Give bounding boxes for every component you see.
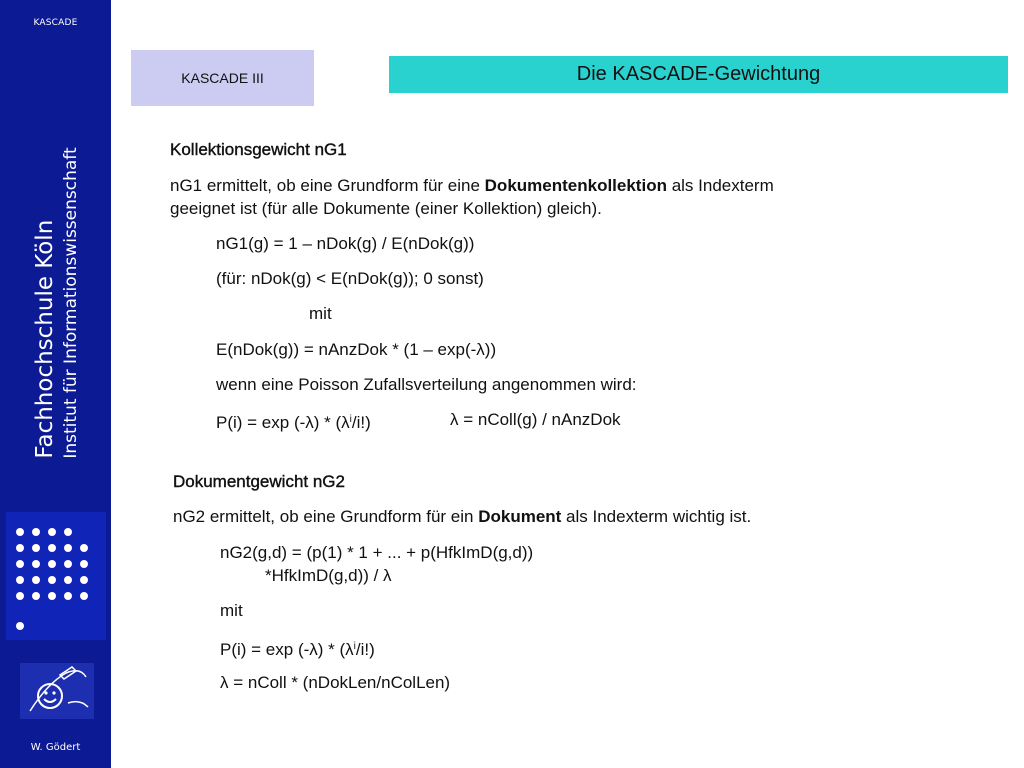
formula-ng2-line2: *HfkImD(g,d)) / λ xyxy=(265,566,392,585)
dot-pattern xyxy=(6,512,106,640)
dot xyxy=(80,560,88,568)
text-span: als Indexterm wichtig ist. xyxy=(561,507,752,526)
dot xyxy=(48,544,56,552)
slide-title: Die KASCADE-Gewichtung xyxy=(389,56,1008,93)
dot xyxy=(64,576,72,584)
dot xyxy=(16,592,24,600)
dot xyxy=(16,622,24,630)
dot xyxy=(32,576,40,584)
dot xyxy=(80,544,88,552)
dot xyxy=(64,592,72,600)
text-span: P(i) = exp (-λ) * (λ xyxy=(216,413,350,432)
text-span: nG1 ermittelt, ob eine Grundform für eine xyxy=(170,176,485,195)
emphasis-text: Dokument xyxy=(478,507,562,526)
formula-mit: mit xyxy=(309,304,332,323)
sidebar xyxy=(0,0,111,768)
section1-para-line2: geeignet ist (für alle Dokumente (einer Kollektion) gleich). xyxy=(170,199,602,218)
formula-lambda-2: λ = nColl * (nDokLen/nColLen) xyxy=(220,673,451,692)
section1-para-line1 xyxy=(170,176,774,196)
institution-line2: Institut für Informationswissenschaft xyxy=(61,147,81,459)
superscript: i xyxy=(349,414,352,425)
formula-lambda: λ = nColl(g) / nAnzDok xyxy=(450,410,621,429)
section2-para xyxy=(173,507,751,527)
formula-expectation: E(nDok(g)) = nAnzDok * (1 – exp(-λ)) xyxy=(216,340,497,359)
superscript: i xyxy=(353,641,356,652)
formula-ng1: nG1(g) = 1 – nDok(g) / E(nDok(g)) xyxy=(216,234,475,253)
formula-poisson xyxy=(216,410,371,433)
dot xyxy=(80,576,88,584)
emphasis-text: Dokumentenkollektion xyxy=(484,176,667,195)
institution-name xyxy=(30,147,82,458)
dot xyxy=(64,560,72,568)
formula-mit-2: mit xyxy=(220,601,243,620)
text-span: nG2 ermittelt, ob eine Grundform für ein xyxy=(173,507,479,526)
dot xyxy=(32,592,40,600)
dot xyxy=(48,576,56,584)
text-span: /i!) xyxy=(355,640,375,659)
dot xyxy=(16,576,24,584)
dot xyxy=(64,544,72,552)
dot xyxy=(32,528,40,536)
sidebar-top-label: KASCADE xyxy=(33,18,78,28)
section2-heading: Dokumentgewicht nG2 xyxy=(173,472,345,491)
dot xyxy=(64,528,72,536)
dot xyxy=(32,560,40,568)
formula-ng2-line1: nG2(g,d) = (p(1) * 1 + ... + p(HfkImD(g,d)) xyxy=(220,543,534,562)
author-label: W. Gödert xyxy=(30,742,81,753)
section1-heading: Kollektionsgewicht nG1 xyxy=(170,140,347,159)
text-span: /i!) xyxy=(351,413,371,432)
text-span: P(i) = exp (-λ) * (λ xyxy=(220,640,354,659)
dot xyxy=(32,544,40,552)
text-span: als Indexterm xyxy=(666,176,774,195)
dot xyxy=(16,544,24,552)
formula-poisson-note: wenn eine Poisson Zufallsverteilung angenommen wird: xyxy=(216,375,637,394)
dot xyxy=(80,592,88,600)
topic-box: KASCADE III xyxy=(131,50,314,106)
dot xyxy=(48,592,56,600)
dot xyxy=(48,560,56,568)
formula-condition: (für: nDok(g) < E(nDok(g)); 0 sonst) xyxy=(216,269,484,288)
dot xyxy=(48,528,56,536)
formula-poisson-2 xyxy=(220,637,375,660)
institution-line1: Fachhochschule Köln xyxy=(32,219,58,459)
smiley-logo-icon xyxy=(20,663,94,719)
dot xyxy=(16,528,24,536)
dot xyxy=(16,560,24,568)
